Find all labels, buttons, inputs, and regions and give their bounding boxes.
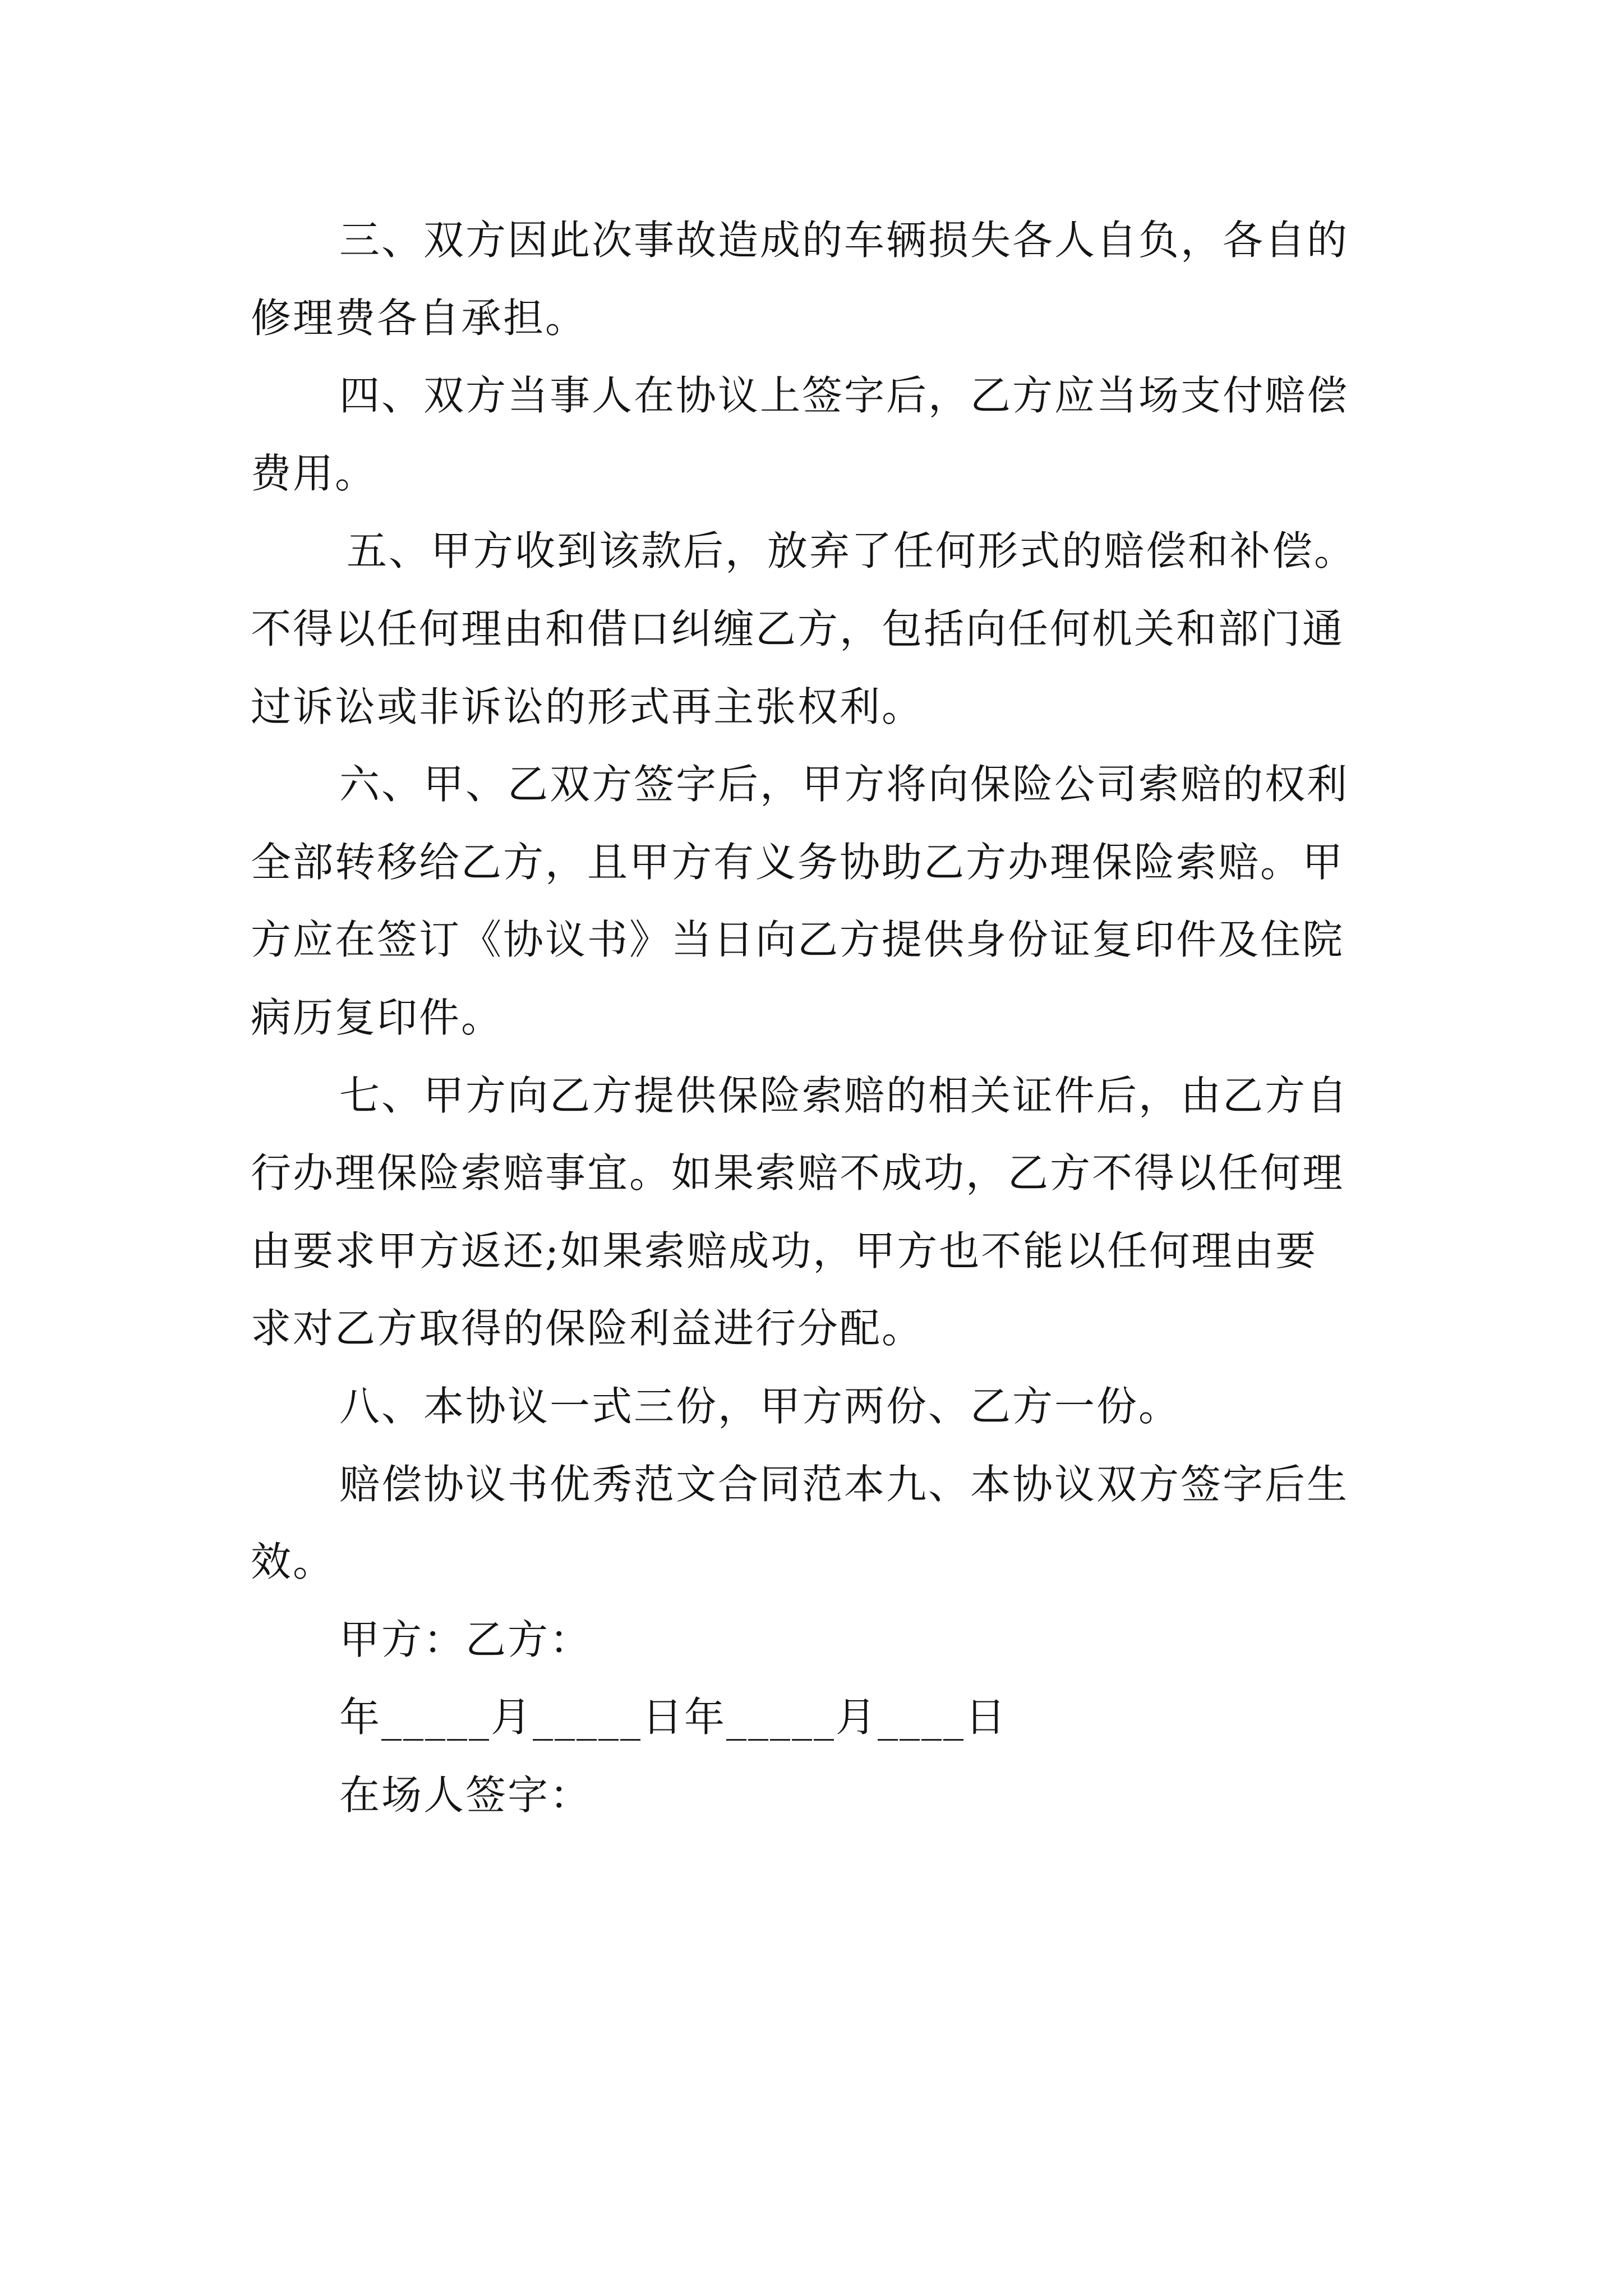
text-line: 过诉讼或非诉讼的形式再主张权利。 bbox=[251, 683, 924, 730]
text-line: 全部转移给乙方，且甲方有义务协助乙方办理保险索赔。甲 bbox=[251, 838, 1345, 886]
clause-3 bbox=[251, 201, 1440, 357]
witness-signature: 在场人签字： bbox=[339, 1771, 592, 1819]
text-line: 费用。 bbox=[251, 449, 377, 497]
clause-5 bbox=[251, 512, 1440, 746]
text-line: 由要求甲方返还;如果索赔成功，甲方也不能以任何理由要 bbox=[251, 1227, 1318, 1274]
text-line: 三、双方因此次事故造成的车辆损失各人自负，各自的 bbox=[339, 217, 1349, 264]
text-line: 赔偿协议书优秀范文合同范本九、本协议双方签字后生 bbox=[339, 1460, 1349, 1508]
text-line: 方应在签订《协议书》当日向乙方提供身份证复印件及住院 bbox=[251, 916, 1345, 964]
signature-block bbox=[251, 1601, 1440, 1834]
text-line: 六、甲、乙双方签字后，甲方将向保险公司索赔的权利 bbox=[339, 761, 1349, 808]
signature-date-line: 年_____月_____日年_____月____日 bbox=[339, 1694, 1008, 1741]
text-line: 修理费各自承担。 bbox=[251, 294, 588, 342]
clause-6 bbox=[251, 746, 1440, 1056]
text-line: 病历复印件。 bbox=[251, 993, 504, 1041]
clause-9 bbox=[251, 1446, 1440, 1601]
text-line: 求对乙方取得的保险利益进行分配。 bbox=[251, 1305, 924, 1352]
clause-4 bbox=[251, 357, 1440, 512]
text-line: 八、本协议一式三份，甲方两份、乙方一份。 bbox=[339, 1382, 1181, 1430]
text-line: 行办理保险索赔事宜。如果索赔不成功，乙方不得以任何理 bbox=[251, 1149, 1345, 1197]
signature-parties: 甲方：乙方： bbox=[339, 1616, 592, 1663]
text-line: 效。 bbox=[251, 1538, 335, 1586]
text-line: 七、甲方向乙方提供保险索赔的相关证件后，由乙方自 bbox=[339, 1071, 1349, 1119]
document-body bbox=[251, 201, 1440, 1834]
clause-7 bbox=[251, 1057, 1440, 1368]
text-line: 不得以任何理由和借口纠缠乙方，包括向任何机关和部门通 bbox=[251, 605, 1345, 652]
text-line: 四、双方当事人在协议上签字后，乙方应当场支付赔偿 bbox=[339, 372, 1349, 420]
clause-8 bbox=[251, 1368, 1440, 1446]
text-line: 五、甲方收到该款后，放弃了任何形式的赔偿和补偿。 bbox=[347, 527, 1357, 575]
